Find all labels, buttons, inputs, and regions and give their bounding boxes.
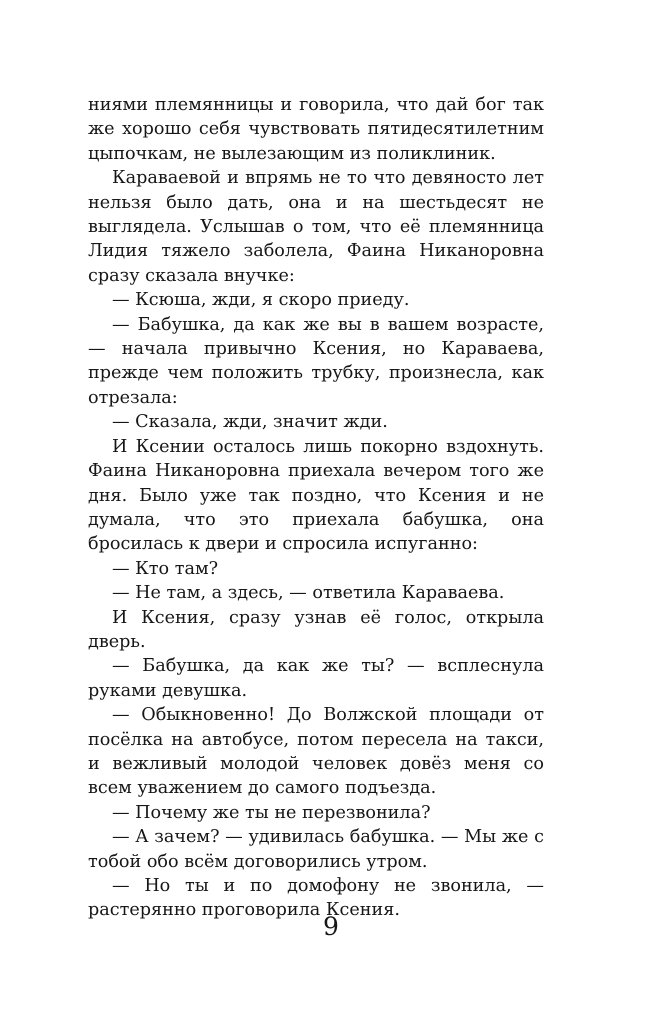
dialogue-line: — А зачем? — удивилась бабушка. — Мы же с тобой обо всём договорились утром. (88, 827, 544, 872)
dialogue-line: — Почему же ты не перезвонила? (112, 802, 431, 823)
dialogue-line: — Бабушка, да как же ты? — всплеснула руками девушка. (88, 656, 544, 701)
paragraph: И Ксения, сразу узнав её голос, открыла дверь. (88, 607, 544, 652)
body-text (88, 93, 544, 923)
dialogue-line: — Сказала, жди, значит жди. (112, 412, 388, 433)
dialogue-line: — Кто там? (112, 558, 219, 579)
dialogue-line: — Бабушка, да как же вы в вашем возрасте, — начала привычно Ксения, но Караваева, прежде чем положить трубку, произнесла, как отрезала: (88, 314, 544, 408)
paragraph: Караваевой и впрямь не то что девяносто лет нельзя было дать, она и на шестьдесят не выглядела. Услышав о том, что её племянница Лидия тяжело заболела, Фаина Никаноровна сразу сказала внучке: (88, 168, 544, 286)
dialogue-line: — Ксюша, жди, я скоро приеду. (112, 290, 410, 311)
paragraph-continued: ниями племянницы и говорила, что дай бог так же хорошо себя чувствовать пятидесятилетним цыпочкам, не вылезающим из поликлиник. (88, 95, 544, 164)
dialogue-line: — Обыкновенно! До Волжской площади от посёлка на автобусе, потом пересела на такси, и вежливый молодой человек довёз меня со всем уважением до самого подъезда. (88, 705, 544, 799)
dialogue-line: — Не там, а здесь, — ответила Караваева. (112, 583, 505, 604)
page-number: 9 (323, 912, 339, 941)
paragraph: И Ксении осталось лишь покорно вздохнуть. Фаина Никаноровна приехала вечером того же дня. Было уже так поздно, что Ксения и не думала, что это приехала бабушка, она бросилась к двери и спросила испуганно: (88, 436, 544, 555)
dialogue-line: — Но ты и по домофону не звонила, — растерянно проговорила Ксения. (88, 876, 544, 921)
